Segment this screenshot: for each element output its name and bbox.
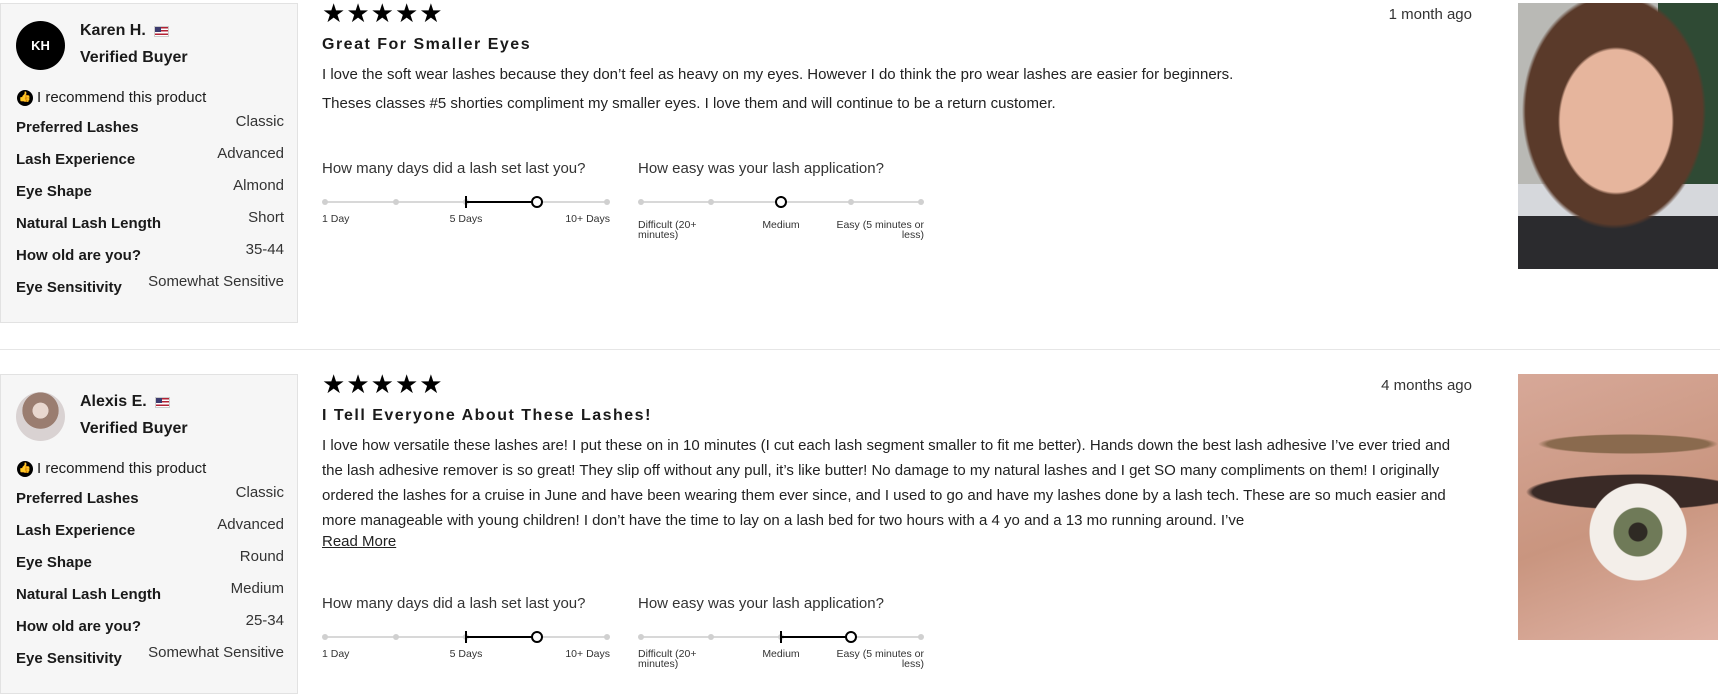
attribute-row	[16, 273, 284, 303]
star-icon: ★	[370, 369, 394, 399]
slider-knob	[775, 196, 787, 208]
recommend-row	[17, 89, 206, 106]
star-rating	[322, 371, 443, 397]
review-date: 4 months ago	[1381, 377, 1472, 394]
attribute-value: Classic	[235, 484, 284, 501]
recommend-text: I recommend this product	[37, 460, 207, 477]
slider-label: Easy (5 minutes or less)	[836, 219, 924, 241]
slider-label: Medium	[762, 648, 800, 660]
attribute-label: Lash Experience	[16, 522, 136, 539]
attribute-value: Almond	[233, 177, 284, 194]
attribute-row	[16, 209, 284, 239]
slider-label: Difficult (20+ minutes)	[638, 219, 697, 241]
slider-label: 5 Days	[449, 648, 483, 660]
range-start-marker	[465, 631, 467, 643]
attribute-value: Somewhat Sensitive	[148, 273, 284, 290]
attribute-value: Advanced	[217, 145, 284, 162]
slider-label: Medium	[762, 219, 800, 231]
slider-label: Easy (5 minutes or less)	[836, 648, 924, 670]
star-icon: ★	[394, 369, 419, 399]
attribute-row	[16, 612, 284, 642]
attribute-row	[16, 644, 284, 674]
attribute-label: Eye Sensitivity	[16, 650, 122, 667]
us-flag-icon	[154, 26, 169, 37]
attribute-label: Eye Shape	[16, 554, 92, 571]
thumbs-up-icon: 👍	[17, 461, 33, 477]
us-flag-icon	[155, 397, 170, 408]
attribute-value: Short	[248, 209, 284, 226]
star-icon: ★	[346, 369, 370, 399]
attribute-value: 25-34	[245, 612, 284, 629]
star-rating	[322, 0, 443, 26]
attribute-row	[16, 177, 284, 207]
attribute-label: Lash Experience	[16, 151, 136, 168]
star-icon: ★	[394, 0, 419, 28]
attribute-label: Preferred Lashes	[16, 490, 139, 507]
review-photo[interactable]	[1518, 374, 1718, 640]
attribute-row	[16, 580, 284, 610]
slider-question: How many days did a lash set last you?	[322, 595, 586, 612]
slider-label: 5 Days	[449, 213, 483, 225]
slider-question: How easy was your lash application?	[638, 595, 884, 612]
reviewer-name: Karen H.	[80, 22, 146, 39]
slider-knob	[845, 631, 857, 643]
attribute-value: Advanced	[217, 516, 284, 533]
attribute-label: Natural Lash Length	[16, 215, 162, 232]
slider-knob	[531, 631, 543, 643]
star-icon: ★	[419, 369, 443, 399]
slider-question: How many days did a lash set last you?	[322, 160, 586, 177]
star-icon: ★	[322, 369, 346, 399]
read-more-link[interactable]: Read More	[322, 533, 397, 550]
thumbs-up-icon: 👍	[17, 90, 33, 106]
slider-label: 10+ Days	[565, 213, 610, 225]
attribute-label: Eye Shape	[16, 183, 92, 200]
slider-question: How easy was your lash application?	[638, 160, 884, 177]
range-start-marker	[465, 196, 467, 208]
slider-label: 10+ Days	[565, 648, 610, 660]
reviewer-profile	[0, 3, 298, 323]
star-icon: ★	[322, 0, 346, 28]
attribute-value: Somewhat Sensitive	[148, 644, 284, 661]
slider-knob	[531, 196, 543, 208]
slider-label: 1 Day	[322, 648, 350, 660]
recommend-text: I recommend this product	[37, 89, 207, 106]
reviewer-name: Alexis E.	[80, 393, 147, 410]
review-date: 1 month ago	[1388, 6, 1472, 23]
review-divider	[0, 349, 1720, 350]
verified-buyer-badge: Verified Buyer	[80, 49, 188, 66]
star-icon: ★	[370, 0, 394, 28]
attribute-label: Eye Sensitivity	[16, 279, 122, 296]
attribute-row	[16, 548, 284, 578]
review-photo[interactable]	[1518, 3, 1718, 269]
attribute-row	[16, 516, 284, 546]
attribute-label: Preferred Lashes	[16, 119, 139, 136]
recommend-row	[17, 460, 206, 477]
reviewer-profile	[0, 374, 298, 694]
avatar	[16, 21, 65, 70]
attribute-row	[16, 145, 284, 175]
slider-label: Difficult (20+ minutes)	[638, 648, 697, 670]
attribute-row	[16, 241, 284, 271]
range-start-marker	[780, 631, 782, 643]
attribute-label: Natural Lash Length	[16, 586, 162, 603]
attribute-value: 35-44	[245, 241, 284, 258]
attribute-label: How old are you?	[16, 618, 142, 635]
star-icon: ★	[419, 0, 443, 28]
review-body	[322, 433, 1472, 537]
review-body	[322, 62, 1472, 120]
avatar	[16, 392, 65, 441]
slider-label: 1 Day	[322, 213, 350, 225]
attribute-row	[16, 113, 284, 143]
star-icon: ★	[346, 0, 370, 28]
attribute-label: How old are you?	[16, 247, 142, 264]
attribute-value: Medium	[230, 580, 284, 597]
attribute-row	[16, 484, 284, 514]
review-title: Great For Smaller Eyes	[322, 36, 532, 53]
review-paragraph: Theses classes #5 shorties compliment my smaller eyes. I love them and will continue to be a return customer.	[322, 95, 1056, 112]
verified-buyer-badge: Verified Buyer	[80, 420, 188, 437]
review-title: I Tell Everyone About These Lashes!	[322, 407, 652, 424]
avatar-initials: KH	[31, 38, 50, 53]
attribute-value: Classic	[235, 113, 284, 130]
review-paragraph: I love how versatile these lashes are! I put these on in 10 minutes (I cut each lash segment smaller to fit me better). Hands down the best lash adhesive I’ve ever tried and the lash adhesive remover is so great! They slip off without any pull, it’s like butter! No damage to my natural lashes and I get SO many compliments on them! I originally ordered the lashes for a cruise in June and have been wearing them ever since, and I used to go and have my lashes done by a lash tech. These are so much easier and more manageable with young children! I don’t have the time to lay on a lash bed for two hours with a 4 yo and a 13 mo running around. I’ve	[322, 437, 1451, 529]
review-paragraph: I love the soft wear lashes because they don’t feel as heavy on my eyes. However I do think the pro wear lashes are easier for beginners.	[322, 66, 1234, 83]
attribute-value: Round	[239, 548, 284, 565]
